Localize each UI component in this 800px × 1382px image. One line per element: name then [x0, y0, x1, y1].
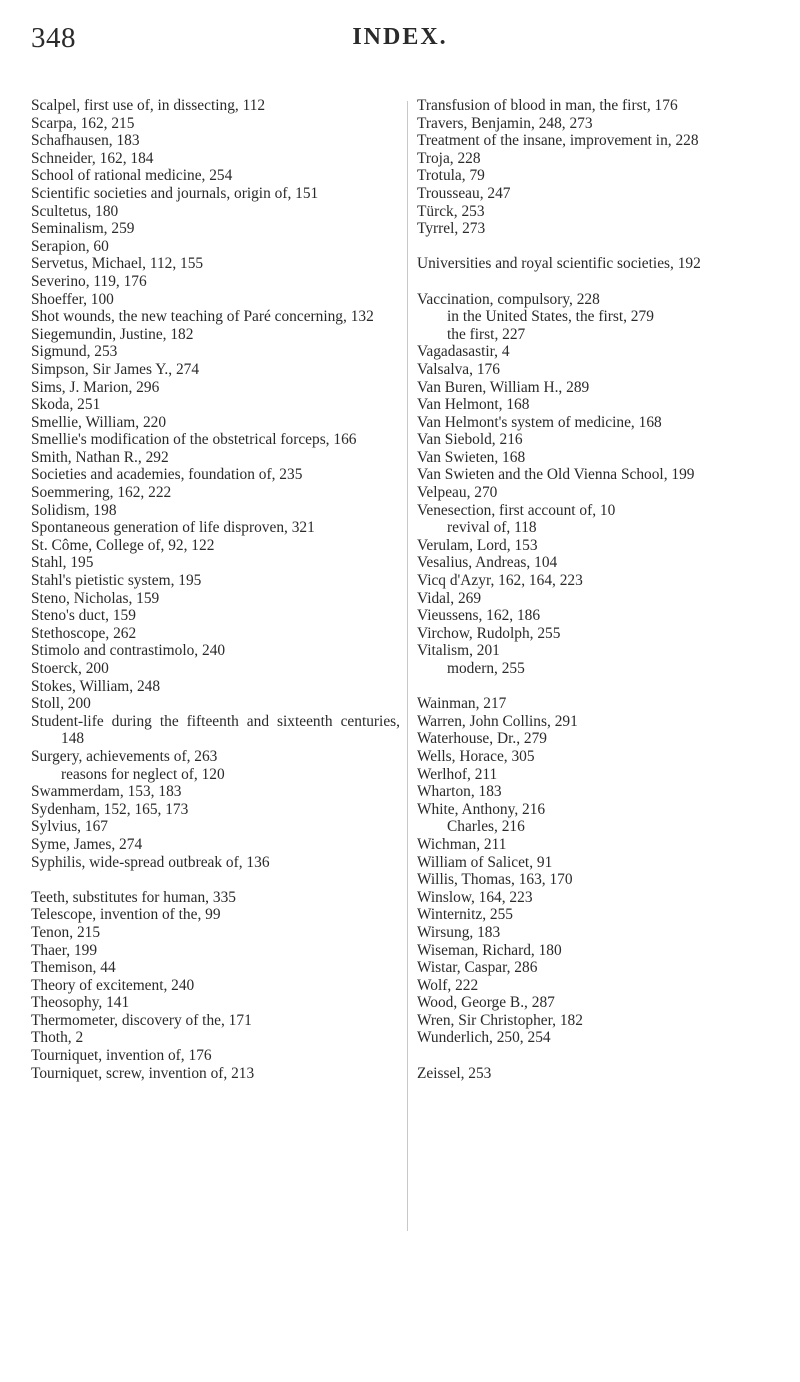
index-entry: Waterhouse, Dr., 279: [417, 730, 547, 748]
index-entry: Vitalism, 201: [417, 642, 500, 660]
index-entry: School of rational medicine, 254: [31, 167, 233, 185]
index-entry: White, Anthony, 216: [417, 800, 546, 818]
index-entry: Winternitz, 255: [417, 906, 513, 924]
index-entry: Siegemundin, Justine, 182: [31, 325, 194, 343]
index-entry: Thaer, 199: [31, 941, 98, 959]
index-entry: Smellie's modification of the obstetrical forceps, 166: [31, 431, 357, 449]
index-entry: Wunderlich, 250, 254: [417, 1029, 551, 1047]
index-entry: Serapion, 60: [31, 237, 109, 255]
index-entry: Smith, Nathan R., 292: [31, 448, 169, 466]
index-entry: Willis, Thomas, 163, 170: [417, 871, 573, 889]
index-entry: Van Helmont, 168: [417, 396, 530, 414]
index-entry: Smellie, William, 220: [31, 413, 167, 431]
index-entry: Vagadasastir, 4: [417, 343, 510, 361]
index-entry: Shoeffer, 100: [31, 290, 114, 308]
index-entry: Schneider, 162, 184: [31, 149, 154, 167]
index-entry: Schafhausen, 183: [31, 132, 140, 150]
index-entry: Soemmering, 162, 222: [31, 484, 172, 502]
index-entry: Tyrrel, 273: [417, 220, 486, 238]
index-entry: Van Swieten, 168: [417, 448, 526, 466]
index-entry: Vaccination, compulsory, 228: [417, 290, 600, 308]
index-entry: Swammerdam, 153, 183: [31, 783, 182, 801]
index-entry: Societies and academies, foundation of, 235: [31, 466, 303, 484]
index-entry: Vieussens, 162, 186: [417, 607, 541, 625]
page-header: [31, 22, 769, 62]
index-entry: Scarpa, 162, 215: [31, 114, 135, 132]
index-entry: Stoerck, 200: [31, 660, 109, 677]
index-entry: Theosophy, 141: [31, 994, 130, 1012]
letter-group-gap: [417, 678, 769, 696]
index-entry: the first, 227: [447, 325, 526, 343]
index-entry: St. Côme, College of, 92, 122: [31, 536, 215, 554]
index-entry: Van Helmont's system of medicine, 168: [417, 413, 662, 431]
index-entry: Travers, Benjamin, 248, 273: [417, 114, 593, 132]
index-entry: Themison, 44: [31, 959, 116, 977]
letter-group-gap: [417, 1047, 769, 1065]
index-entry: Teeth, substitutes for human, 335: [31, 888, 236, 906]
index-entry: in the United States, the first, 279: [447, 308, 654, 326]
index-entry: Steno's duct, 159: [31, 607, 136, 625]
index-entry: Vesalius, Andreas, 104: [417, 554, 558, 572]
index-entry: Treatment of the insane, improvement in, 228: [417, 132, 699, 150]
index-entry: Stoll, 200: [31, 695, 91, 713]
index-entry: reasons for neglect of, 120: [61, 765, 225, 783]
index-entry: Severino, 119, 176: [31, 272, 147, 290]
index-entry: Sims, J. Marion, 296: [31, 378, 160, 396]
index-entry: modern, 255: [447, 660, 525, 677]
index-entry: Thermometer, discovery of the, 171: [31, 1011, 252, 1029]
index-entry: Wells, Horace, 305: [417, 747, 535, 765]
index-entry: Wood, George B., 287: [417, 994, 555, 1012]
index-entry: Wistar, Caspar, 286: [417, 959, 538, 977]
index-entry: Wren, Sir Christopher, 182: [417, 1011, 583, 1029]
index-entry: Student-life during the fifteenth and sixteenth centuries, 148: [31, 712, 400, 748]
index-entry: Tourniquet, screw, invention of, 213: [31, 1064, 255, 1082]
index-entry: Stimolo and contrastimolo, 240: [31, 642, 226, 660]
column-divider: [407, 101, 408, 1231]
letter-group-gap: [417, 273, 769, 291]
index-entry: Trousseau, 247: [417, 184, 511, 202]
index-entry: Wirsung, 183: [417, 923, 501, 941]
index-entry: Werlhof, 211: [417, 765, 498, 783]
index-entry: Seminalism, 259: [31, 220, 135, 238]
index-entry: Shot wounds, the new teaching of Paré concerning, 132: [31, 308, 374, 326]
index-entry: Tourniquet, invention of, 176: [31, 1047, 212, 1065]
index-entry: Thoth, 2: [31, 1029, 84, 1047]
index-column-left: [31, 97, 400, 1082]
index-entry: Valsalva, 176: [417, 360, 500, 378]
index-entry: William of Salicet, 91: [417, 853, 553, 871]
index-entry: Scalpel, first use of, in dissecting, 112: [31, 97, 266, 114]
letter-group-gap: [31, 871, 400, 889]
index-entry: Sydenham, 152, 165, 173: [31, 800, 189, 818]
index-entry: Universities and royal scientific societies, 192: [417, 255, 701, 273]
index-entry: Sigmund, 253: [31, 343, 118, 361]
index-entry: Transfusion of blood in man, the first, 176: [417, 97, 678, 114]
running-title: INDEX.: [352, 24, 448, 50]
index-entry: Syme, James, 274: [31, 835, 143, 853]
index-entry: Stahl, 195: [31, 554, 94, 572]
index-column-right: [417, 97, 769, 1082]
index-entry: Wichman, 211: [417, 835, 507, 853]
index-entry: Scultetus, 180: [31, 202, 119, 220]
index-entry: Vidal, 269: [417, 589, 482, 607]
index-entry: Stahl's pietistic system, 195: [31, 572, 202, 590]
index-entry: Theory of excitement, 240: [31, 976, 195, 994]
index-entry: Wiseman, Richard, 180: [417, 941, 562, 959]
index-entry: Vicq d'Azyr, 162, 164, 223: [417, 572, 583, 590]
index-entry: Steno, Nicholas, 159: [31, 589, 160, 607]
index-entry: Scientific societies and journals, origin of, 151: [31, 184, 319, 202]
index-entry: Tenon, 215: [31, 923, 101, 941]
index-entry: Trotula, 79: [417, 167, 485, 185]
index-entry: Verulam, Lord, 153: [417, 536, 538, 554]
index-entry: Venesection, first account of, 10: [417, 501, 616, 519]
index-entry: Solidism, 198: [31, 501, 117, 519]
index-entry: Spontaneous generation of life disproven, 321: [31, 519, 315, 537]
index-entry: Van Siebold, 216: [417, 431, 523, 449]
index-entry: Stokes, William, 248: [31, 677, 161, 695]
index-entry: Sylvius, 167: [31, 818, 108, 836]
index-entry: Velpeau, 270: [417, 484, 498, 502]
index-entry: Türck, 253: [417, 202, 485, 220]
index-entry: Syphilis, wide-spread outbreak of, 136: [31, 853, 270, 871]
index-entry: Warren, John Collins, 291: [417, 712, 578, 730]
index-entry: Surgery, achievements of, 263: [31, 747, 218, 765]
index-entry: Wolf, 222: [417, 976, 479, 994]
letter-group-gap: [417, 238, 769, 256]
index-entry: Van Swieten and the Old Vienna School, 199: [417, 466, 695, 484]
index-entry: Telescope, invention of the, 99: [31, 906, 221, 924]
page-number: 348: [31, 22, 76, 54]
index-entry: revival of, 118: [447, 519, 537, 537]
index-entry: Simpson, Sir James Y., 274: [31, 360, 200, 378]
index-entry: Wharton, 183: [417, 783, 502, 801]
index-entry: Stethoscope, 262: [31, 624, 137, 642]
index-entry: Troja, 228: [417, 149, 481, 167]
index-entry: Charles, 216: [447, 818, 525, 836]
index-entry: Wainman, 217: [417, 695, 507, 713]
index-entry: Van Buren, William H., 289: [417, 378, 590, 396]
index-entry: Skoda, 251: [31, 396, 101, 414]
index-entry: Winslow, 164, 223: [417, 888, 533, 906]
index-entry: Zeissel, 253: [417, 1064, 492, 1082]
index-entry: Virchow, Rudolph, 255: [417, 624, 561, 642]
index-entry: Servetus, Michael, 112, 155: [31, 255, 204, 273]
